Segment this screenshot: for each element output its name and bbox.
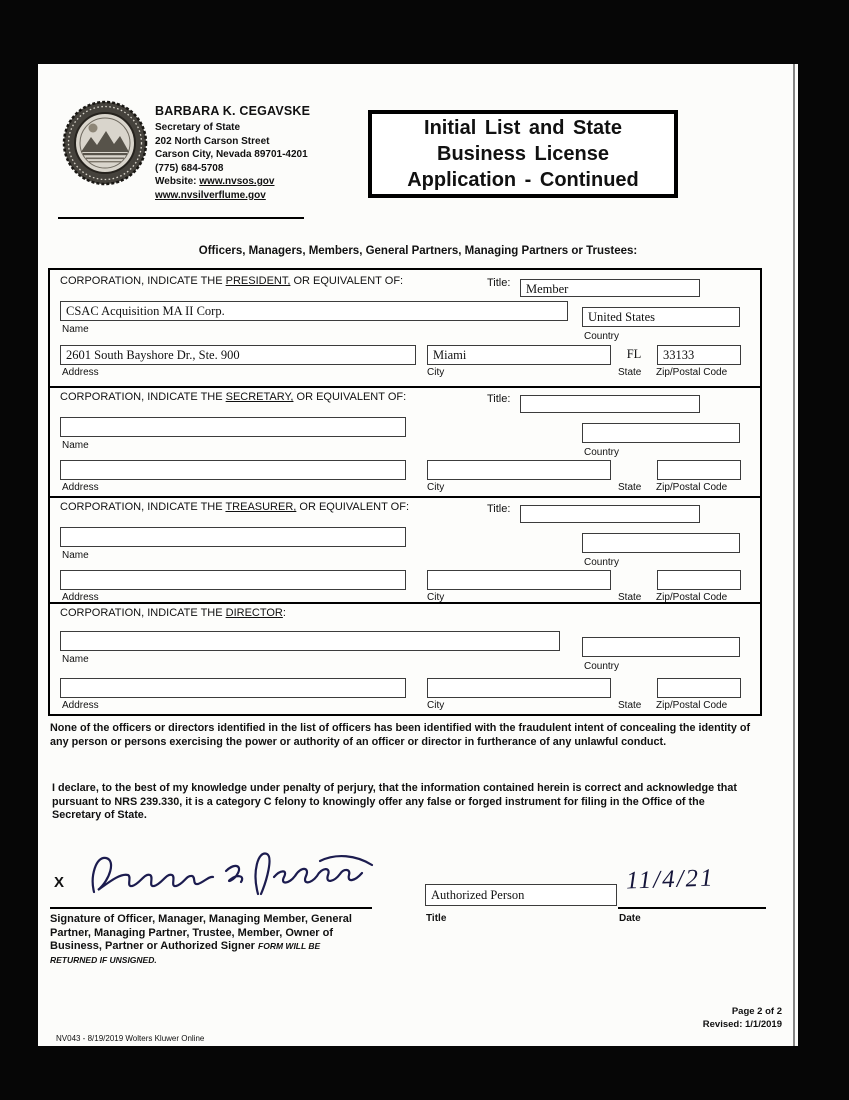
treasurer-title-field[interactable] [520,505,700,523]
treasurer-address-field[interactable] [60,570,406,590]
address-label: Address [62,592,99,603]
heading-suffix: OR EQUIVALENT OF: [296,501,410,513]
fraud-declaration: None of the officers or directors identified in the list of officers has been identified with the fraudulent intent of concealing the identity of any person or persons exercising the power or authority of an officer or director in furtherance of any unlawful conduct. [50,722,751,748]
state-label: State [618,592,642,603]
zip-label: Zip/Postal Code [656,482,728,493]
heading-role: PRESIDENT, [225,275,291,287]
signature-label [50,913,362,967]
heading-prefix: CORPORATION, INDICATE THE [60,501,226,513]
treasurer-zip-field[interactable] [657,570,741,590]
secretary-country-field[interactable] [582,423,740,443]
section-heading-treasurer [60,501,409,513]
date-handwritten[interactable]: 11/4/21 [625,864,715,895]
footer-page-info [558,1006,782,1031]
section-divider-3 [50,602,760,604]
state-label: State [618,367,642,378]
title-label: Title: [487,503,511,515]
director-zip-field[interactable] [657,678,741,698]
name-label: Name [62,324,89,335]
title-label: Title: [487,277,511,289]
secretary-zip-field[interactable] [657,460,741,480]
officers-table [48,268,762,716]
perjury-declaration: I declare, to the best of my knowledge under penalty of perjury, that the information contained herein is correct and acknowledge that pursuant to NRS 239.330, it is a category C felony to knowingly offer any false or forged instrument for filing in the Office of the Secretary of State. [52,782,737,821]
letterhead-address1: 202 North Carson Street [155,135,270,147]
president-zip-field[interactable]: 33133 [657,345,741,365]
treasurer-country-field[interactable] [582,533,740,553]
heading-suffix: OR EQUIVALENT OF: [293,391,407,403]
form-title-line1: Initial List and State [424,117,622,139]
name-label: Name [62,440,89,451]
signer-title-field[interactable]: Authorized Person [425,884,617,906]
state-label: State [618,700,642,711]
form-title-line2: Business License [437,143,609,165]
zip-label: Zip/Postal Code [656,700,728,711]
revision-date: Revised: 1/1/2019 [702,1018,782,1030]
heading-prefix: CORPORATION, INDICATE THE [60,607,226,619]
city-label: City [427,592,445,603]
address-label: Address [62,482,99,493]
director-name-field[interactable] [60,631,560,651]
director-country-field[interactable] [582,637,740,657]
director-city-field[interactable] [427,678,611,698]
president-address-field[interactable]: 2601 South Bayshore Dr., Ste. 900 [60,345,416,365]
letterhead [155,104,375,202]
heading-role: DIRECTOR [225,607,283,619]
zip-label: Zip/Postal Code [656,367,728,378]
signature-line[interactable] [50,907,372,909]
secretary-city-field[interactable] [427,460,611,480]
treasurer-city-field[interactable] [427,570,611,590]
letterhead-rule [58,217,304,219]
signature-label-note: FORM WILL BE RETURNED IF UNSIGNED. [50,941,321,965]
address-label: Address [62,700,99,711]
section-divider-2 [50,496,760,498]
page-number: Page 2 of 2 [731,1006,782,1017]
director-address-field[interactable] [60,678,406,698]
secretary-name-field[interactable] [60,417,406,437]
scan-edge-shadow [793,64,795,1046]
address-label: Address [62,367,99,378]
signature-handwriting [82,846,382,915]
city-label: City [427,482,445,493]
secretary-name: BARBARA K. CEGAVSKE [155,104,311,118]
president-country-field[interactable]: United States [582,307,740,327]
letterhead-address2: Carson City, Nevada 89701-4201 [155,149,308,160]
president-title-field[interactable]: Member [520,279,700,297]
heading-suffix: : [282,607,286,619]
website-line [155,175,375,189]
section-heading-president [60,275,403,287]
name-label: Name [62,550,89,561]
nevada-state-seal-icon [62,100,148,186]
date-line[interactable] [618,907,766,909]
form-title-line3: Application - Continued [407,169,639,191]
president-name-field[interactable]: CSAC Acquisition MA II Corp. [60,301,568,321]
website-link-nvsos[interactable]: www.nvsos.gov [199,176,275,187]
letterhead-phone: (775) 684-5708 [155,162,224,174]
heading-role: SECRETARY, [225,391,294,403]
country-label: Country [584,557,620,568]
document-page [38,64,798,1046]
date-label: Date [619,913,641,924]
state-label: State [618,482,642,493]
zip-label: Zip/Postal Code [656,592,728,603]
country-label: Country [584,331,620,342]
city-label: City [427,367,445,378]
name-label: Name [62,654,89,665]
website-label: Website: [155,176,197,187]
title-label: Title: [487,393,511,405]
signature-x-mark: X [54,874,65,891]
heading-prefix: CORPORATION, INDICATE THE [60,275,226,287]
country-label: Country [584,661,620,672]
officers-heading: Officers, Managers, Members, General Partners, Managing Partners or Trustees: [198,245,638,257]
form-doc-code: NV043 - 8/19/2019 Wolters Kluwer Online [56,1034,205,1043]
signer-title-label: Title [426,913,447,924]
secretary-address-field[interactable] [60,460,406,480]
president-city-field[interactable]: Miami [427,345,611,365]
country-label: Country [584,447,620,458]
section-heading-secretary [60,391,406,403]
heading-suffix: OR EQUIVALENT OF: [290,275,404,287]
form-title-box [368,110,678,198]
section-divider-1 [50,386,760,388]
president-state-field[interactable]: FL [626,347,642,361]
section-heading-director [60,607,286,619]
secretary-title: Secretary of State [155,122,241,133]
city-label: City [427,700,445,711]
heading-role: TREASURER, [225,501,297,513]
website-link-silverflume[interactable]: www.nvsilverflume.gov [155,189,266,201]
heading-prefix: CORPORATION, INDICATE THE [60,391,226,403]
treasurer-name-field[interactable] [60,527,406,547]
signature-label-bold: Signature of Officer, Manager, Managing Member, General Partner, Managing Partner, Trustee, Member, Owner of Business, Partner or Authorized Signer [50,913,352,952]
secretary-title-field[interactable] [520,395,700,413]
